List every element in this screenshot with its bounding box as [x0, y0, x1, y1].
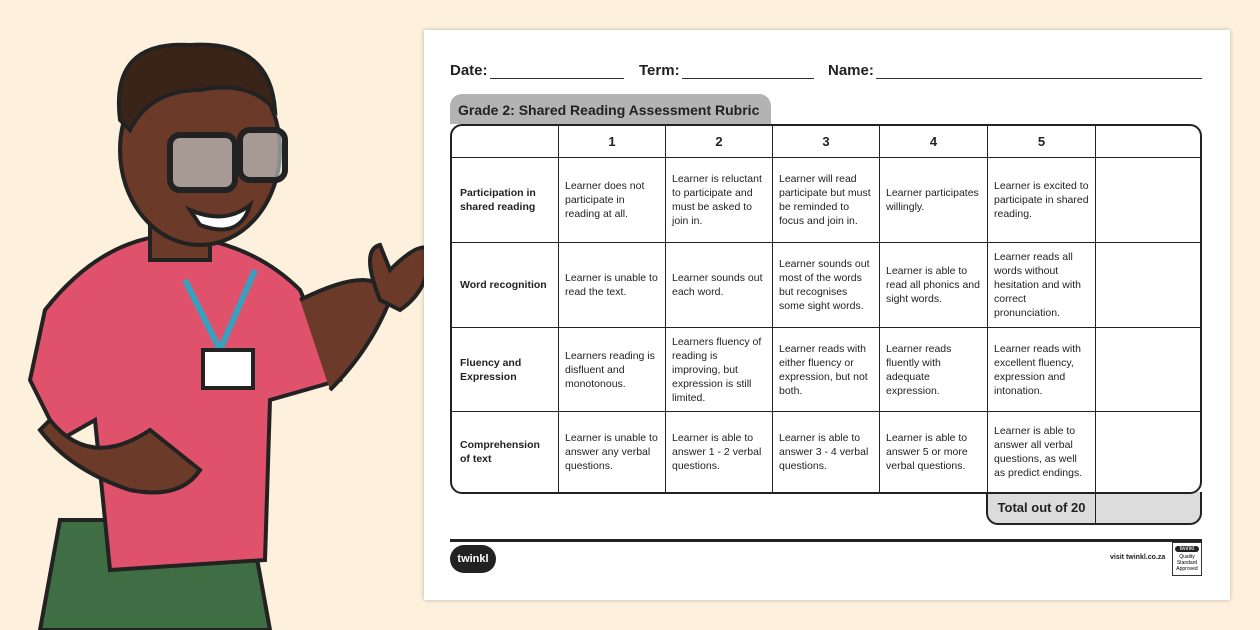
name-line [876, 63, 1202, 79]
header-cell-blank [452, 126, 559, 158]
rubric-descriptor: Learner is excited to participate in shared reading. [988, 158, 1096, 243]
total-row [986, 492, 1202, 525]
term-line [682, 63, 814, 79]
name-field[interactable] [828, 62, 1202, 79]
rubric-descriptor: Learner sounds out each word. [666, 243, 773, 328]
rubric-descriptor: Learner is able to answer 1 - 2 verbal questions. [666, 412, 773, 492]
score-cell[interactable] [1096, 412, 1200, 492]
rubric-descriptor: Learner is able to answer 3 - 4 verbal questions. [773, 412, 880, 492]
rubric-descriptor: Learners fluency of reading is improving, but expression is still limited. [666, 328, 773, 412]
name-label: Name: [828, 62, 874, 79]
header-score-3: 3 [773, 126, 880, 158]
badge-logo: twinkl [1175, 546, 1199, 552]
header-score-5: 5 [988, 126, 1096, 158]
header-score-4: 4 [880, 126, 988, 158]
rubric-worksheet [424, 30, 1230, 600]
rubric-descriptor: Learner reads all words without hesitation and with correct pronunciation. [988, 243, 1096, 328]
header-score-1: 1 [559, 126, 666, 158]
visit-link[interactable]: visit twinkl.co.za [1110, 554, 1166, 561]
quality-badge [1172, 542, 1202, 576]
header-score-2: 2 [666, 126, 773, 158]
rubric-descriptor: Learner is able to answer 5 or more verbal questions. [880, 412, 988, 492]
total-label: Total out of 20 [988, 492, 1096, 523]
rubric-descriptor: Learner reads with either fluency or expression, but not both. [773, 328, 880, 412]
rubric-descriptor: Learner reads with excellent fluency, expression and intonation. [988, 328, 1096, 412]
rubric-descriptor: Learner is able to read all phonics and sight words. [880, 243, 988, 328]
badge-text: Quality Standard Approved [1176, 554, 1198, 572]
date-label: Date: [450, 62, 488, 79]
twinkl-logo: twinkl [450, 545, 496, 573]
rubric-table [450, 124, 1202, 494]
header-cell-blank [1096, 126, 1200, 158]
rubric-descriptor: Learner does not participate in reading at all. [559, 158, 666, 243]
criterion-label: Fluency and Expression [452, 328, 559, 412]
criterion-label: Comprehension of text [452, 412, 559, 492]
rubric-descriptor: Learner reads fluently with adequate expression. [880, 328, 988, 412]
rubric-descriptor: Learner is unable to answer any verbal questions. [559, 412, 666, 492]
teacher-illustration [0, 0, 450, 630]
rubric-descriptor: Learner sounds out most of the words but recognises some sight words. [773, 243, 880, 328]
rubric-descriptor: Learner is able to answer all verbal questions, as well as predict endings. [988, 412, 1096, 492]
term-field[interactable] [639, 62, 814, 79]
total-score-cell[interactable] [1096, 492, 1200, 523]
date-line [490, 63, 624, 79]
score-cell[interactable] [1096, 328, 1200, 412]
rubric-descriptor: Learners reading is disfluent and monotonous. [559, 328, 666, 412]
rubric-descriptor: Learner will read participate but must be reminded to focus and join in. [773, 158, 880, 243]
date-field[interactable] [450, 62, 624, 79]
score-cell[interactable] [1096, 243, 1200, 328]
criterion-label: Participation in shared reading [452, 158, 559, 243]
rubric-title: Grade 2: Shared Reading Assessment Rubric [450, 94, 771, 124]
score-cell[interactable] [1096, 158, 1200, 243]
criterion-label: Word recognition [452, 243, 559, 328]
footer-divider [450, 539, 1202, 542]
rubric-descriptor: Learner is unable to read the text. [559, 243, 666, 328]
term-label: Term: [639, 62, 680, 79]
rubric-descriptor: Learner participates willingly. [880, 158, 988, 243]
rubric-descriptor: Learner is reluctant to participate and must be asked to join in. [666, 158, 773, 243]
